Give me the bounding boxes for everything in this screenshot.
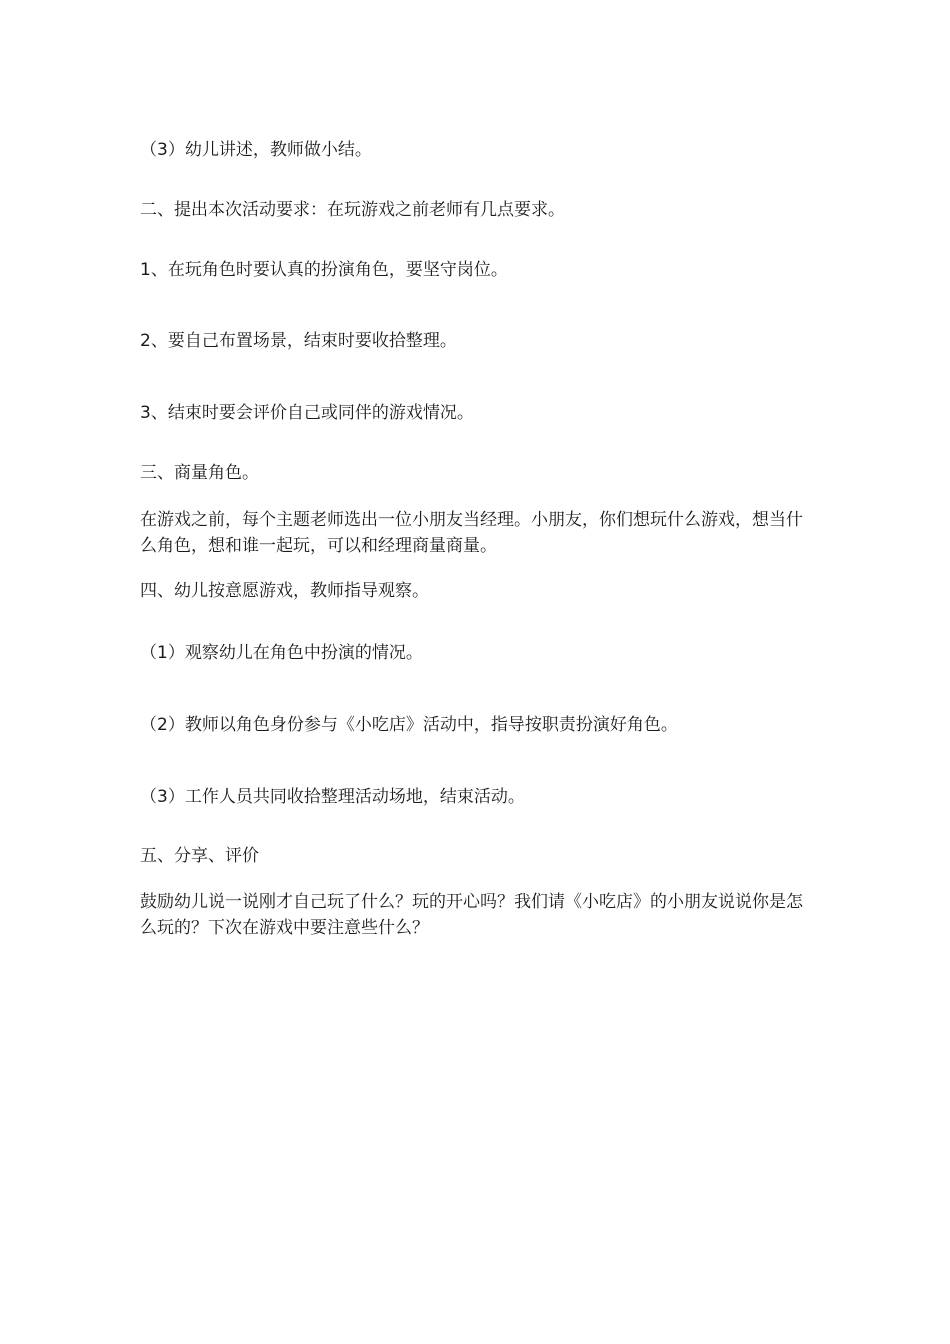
observation-3: （3）工作人员共同收拾整理活动场地，结束活动。	[140, 787, 525, 807]
section-3-paragraph: 在游戏之前，每个主题老师选出一位小朋友当经理。小朋友，你们想玩什么游戏，想当什么角色，想和谁一起玩，可以和经理商量商量。	[140, 510, 803, 556]
requirement-3: 3、结束时要会评价自己或同伴的游戏情况。	[140, 403, 474, 423]
section-5-heading: 五、分享、评价	[140, 846, 259, 866]
section-3-heading: 三、商量角色。	[140, 463, 259, 483]
section-4-heading: 四、幼儿按意愿游戏，教师指导观察。	[140, 581, 429, 601]
section-2-heading: 二、提出本次活动要求：在玩游戏之前老师有几点要求。	[140, 200, 565, 220]
step-3-summary: （3）幼儿讲述，教师做小结。	[140, 140, 372, 160]
observation-2: （2）教师以角色身份参与《小吃店》活动中，指导按职责扮演好角色。	[140, 715, 678, 735]
observation-1: （1）观察幼儿在角色中扮演的情况。	[140, 643, 423, 663]
requirement-2: 2、要自己布置场景，结束时要收拾整理。	[140, 331, 457, 351]
requirement-1: 1、在玩角色时要认真的扮演角色，要坚守岗位。	[140, 260, 508, 280]
section-5-paragraph: 鼓励幼儿说一说刚才自己玩了什么？玩的开心吗？我们请《小吃店》的小朋友说说你是怎么玩的？下次在游戏中要注意些什么？	[140, 892, 803, 938]
